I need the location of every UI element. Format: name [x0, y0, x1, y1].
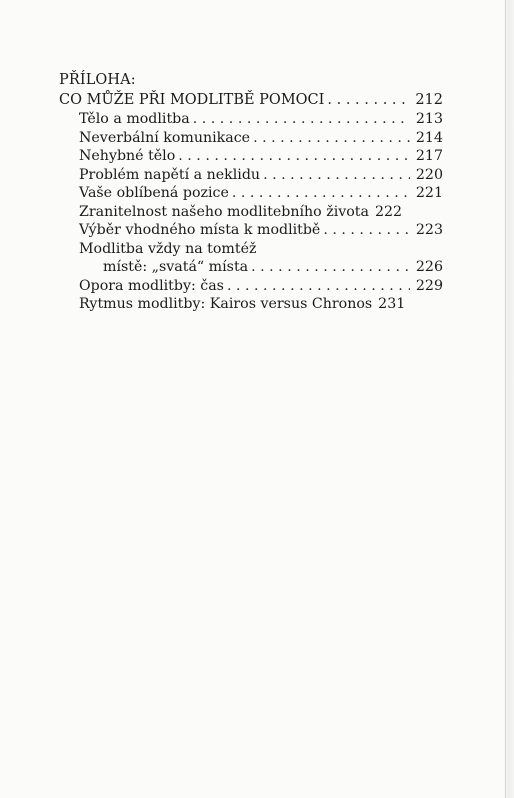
- dot-leader: [227, 277, 410, 296]
- toc-entry-page: 229: [415, 277, 443, 294]
- toc-entry: [59, 295, 443, 314]
- toc-entry-title: Nehybné tělo: [79, 148, 176, 164]
- dot-leader: [178, 147, 410, 166]
- toc-entry-title: Neverbální komunikace: [79, 129, 251, 146]
- toc-entry-first-line: [59, 240, 443, 259]
- toc-entry-title: Opora modlitby: čas: [79, 277, 224, 294]
- toc-entry: [59, 184, 443, 203]
- dot-leader: [251, 258, 410, 277]
- page-edge-line: [505, 0, 506, 798]
- toc-chapter-row: [59, 90, 443, 110]
- toc-entry: [59, 277, 443, 296]
- toc-entry-page: 213: [415, 111, 443, 127]
- toc-chapter-title: CO MŮŽE PŘI MODLITBĚ POMOCI: [59, 92, 325, 108]
- dot-leader: [193, 110, 410, 129]
- toc-entry: [59, 110, 443, 129]
- toc-entry-title-line1: Modlitba vždy na tomtéž: [79, 240, 257, 257]
- toc-entry-title: Tělo a modlitba: [79, 111, 190, 127]
- toc-entry: [59, 129, 443, 148]
- dot-leader: [263, 166, 410, 185]
- toc-entry-page: 220: [415, 166, 443, 183]
- toc-entry: [59, 166, 443, 185]
- toc-entry-page: 231: [378, 296, 406, 312]
- toc-entry-page: 226: [415, 259, 443, 275]
- toc-entry-page: 221: [415, 185, 443, 201]
- toc-entry-title: Rytmus modlitby: Kairos versus Chronos: [79, 296, 373, 312]
- table-of-contents: [59, 70, 443, 314]
- toc-entry-page: 223: [415, 222, 443, 238]
- toc-entry-page: 222: [374, 203, 403, 220]
- toc-entry-title: Vaše oblíbená pozice: [79, 185, 229, 201]
- toc-entry-title: Zranitelnost našeho modlitebního života: [79, 203, 369, 220]
- toc-entry: [59, 203, 443, 222]
- dot-leader: [327, 90, 410, 110]
- toc-entry: [59, 258, 443, 277]
- appendix-label: PŘÍLOHA:: [59, 72, 136, 88]
- dot-leader: [232, 184, 410, 203]
- dot-leader: [323, 221, 410, 240]
- toc-entry-page: 217: [415, 148, 443, 164]
- toc-entry-title: Výběr vhodného místa k modlitbě: [79, 222, 321, 238]
- toc-entry: [59, 221, 443, 240]
- dot-leader: [253, 129, 410, 148]
- toc-entry: [59, 147, 443, 166]
- toc-entry-title: Problém napětí a neklidu: [79, 166, 261, 183]
- toc-entry-title-line2: místě: „svatá“ místa: [103, 259, 249, 275]
- toc-entry-page: 214: [415, 129, 443, 146]
- toc-chapter-page: 212: [415, 92, 443, 108]
